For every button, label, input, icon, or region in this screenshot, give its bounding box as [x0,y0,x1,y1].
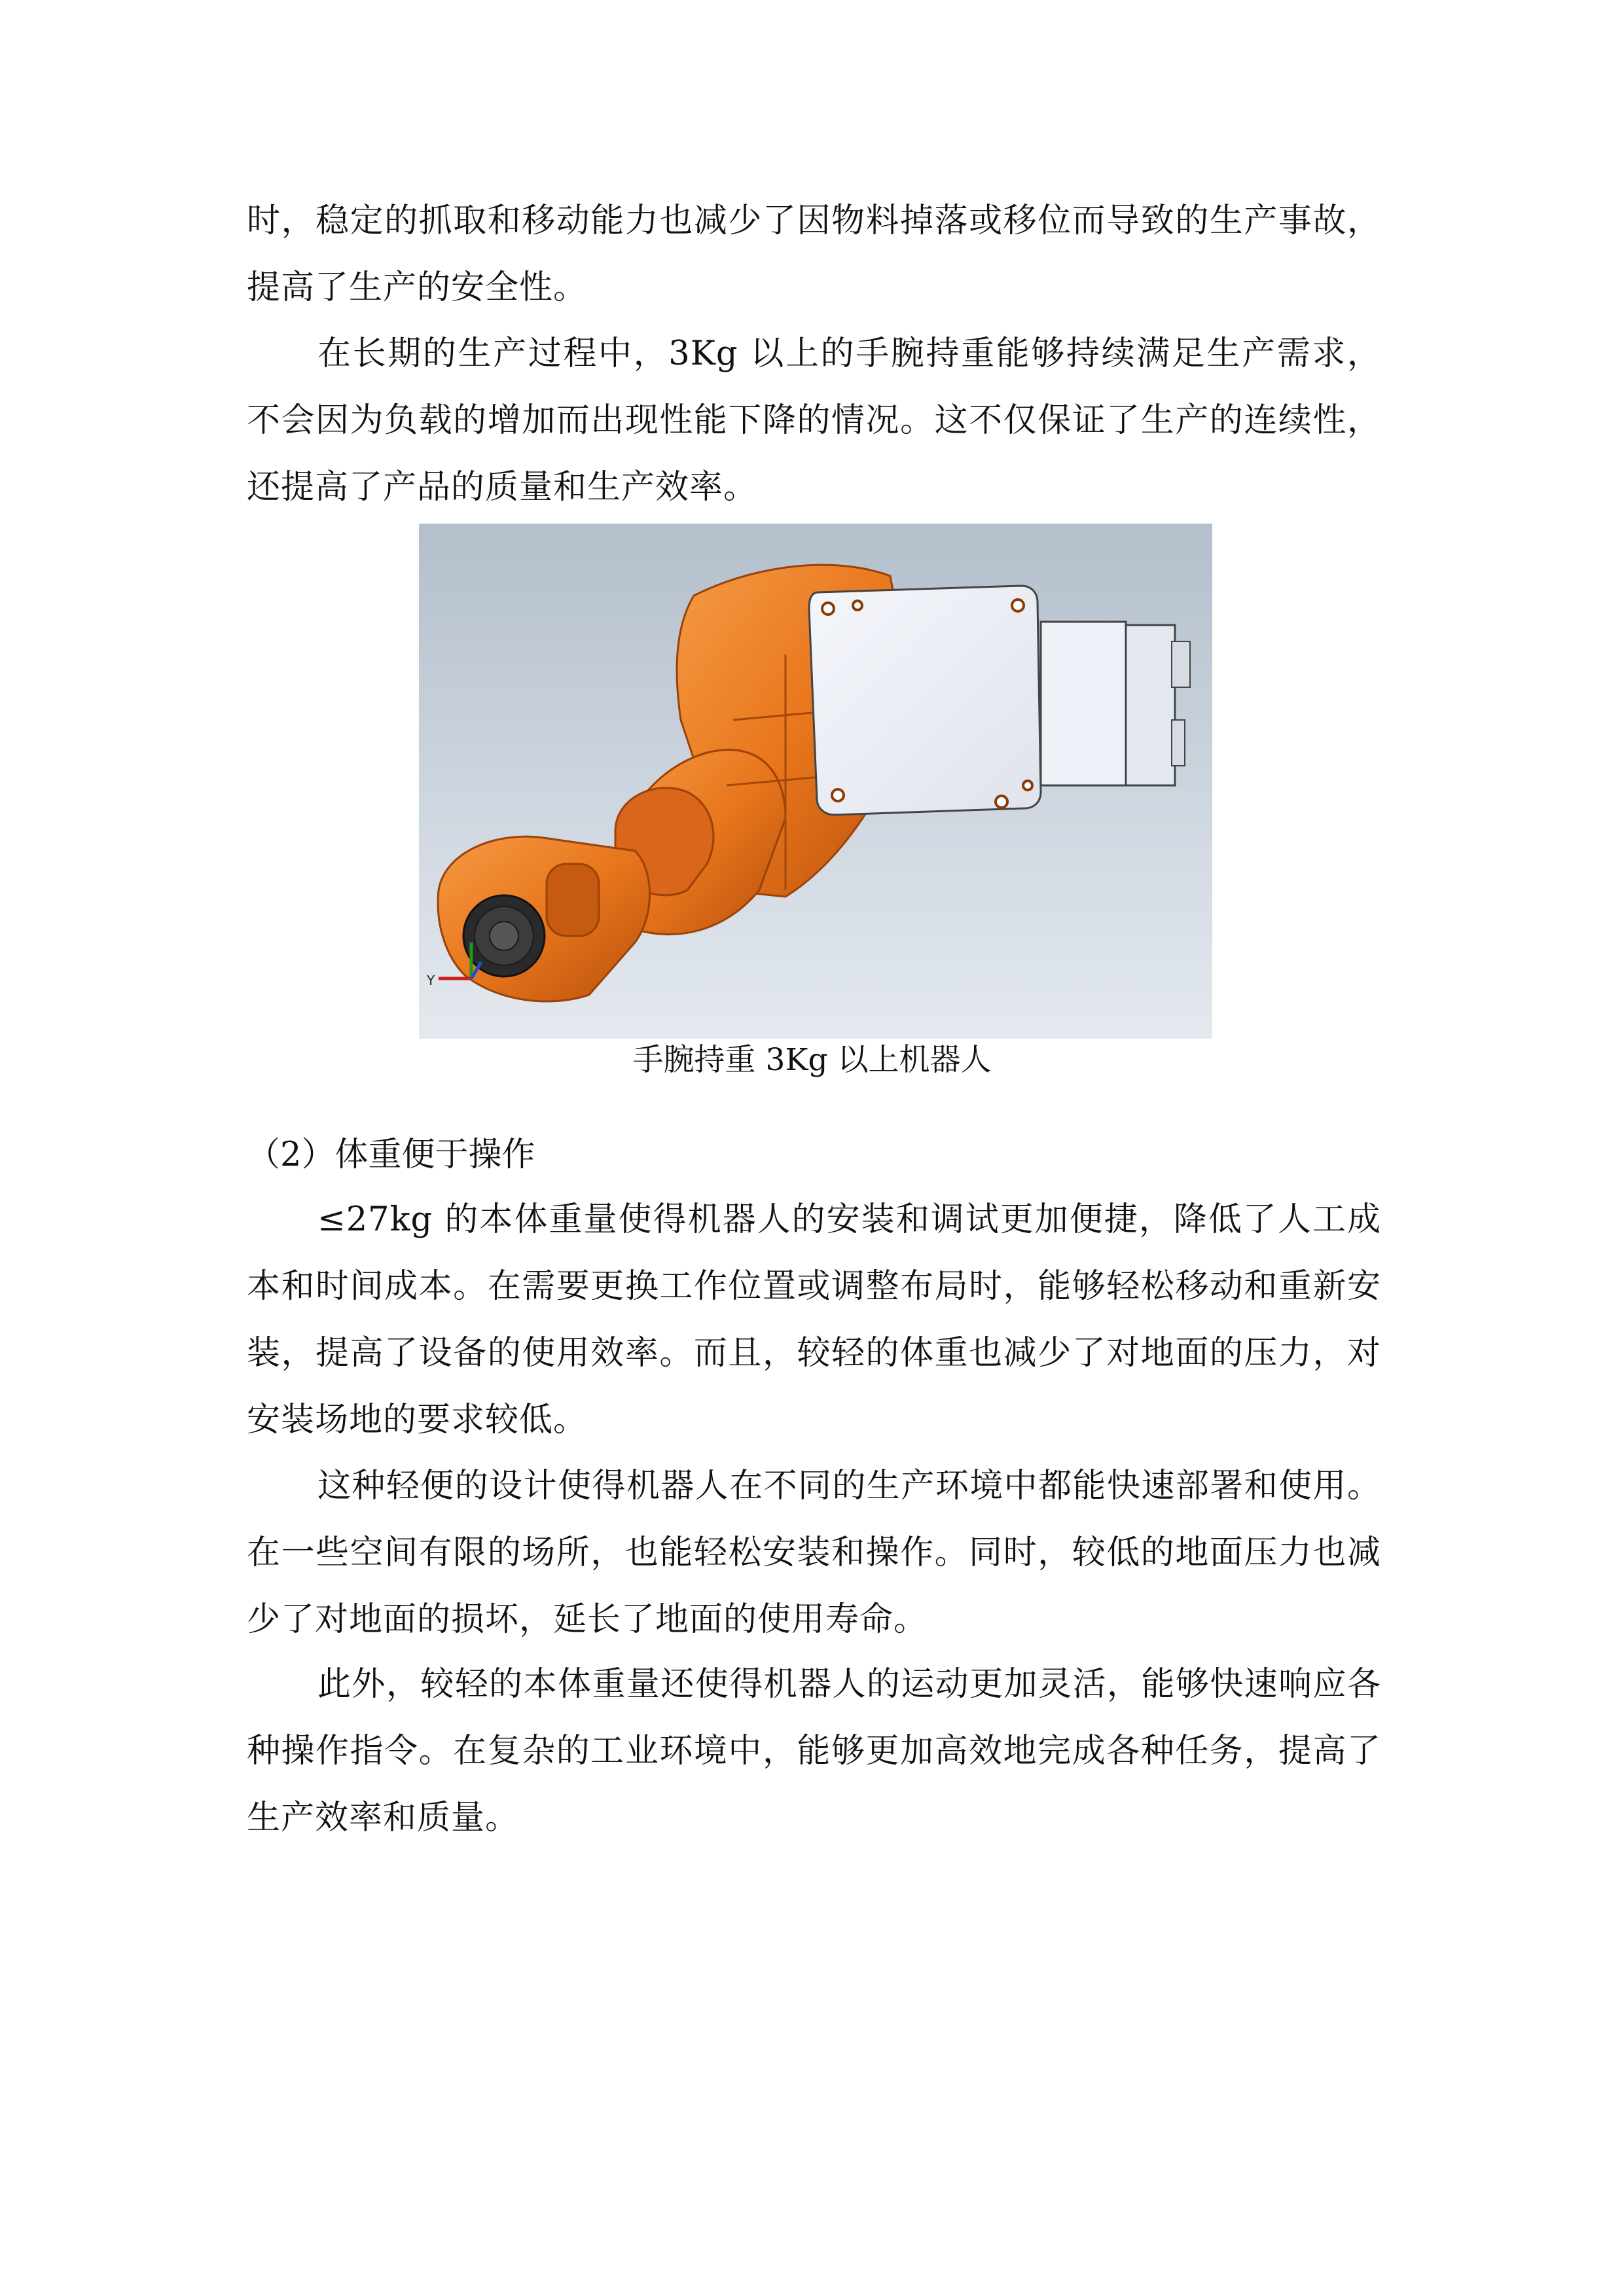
motor-housing [1041,622,1190,785]
axis-label: Y [427,973,435,988]
wrist-slot [547,864,599,936]
section-heading: （2）体重便于操作 [247,1136,535,1174]
motor-box [809,586,1041,815]
paragraph-3: ≤27kg 的本体重量使得机器人的安装和调试更加便捷，降低了人工成本和时间成本。在需要更换工作位置或调整布局时，能够轻松移动和重新安装，提高了设备的使用效率。而且，较轻的体重也减少了对地面的压力，对安装场地的要求较低。 [247,1200,1381,1439]
paragraph-1: 时，稳定的抓取和移动能力也减少了因物料掉落或移位而导致的生产事故，提高了生产的安全性。 [247,202,1381,307]
paragraph-5: 此外，较轻的本体重量还使得机器人的运动更加灵活，能够快速响应各种操作指令。在复杂的工业环境中，能够更加高效地完成各种任务，提高了生产效率和质量。 [247,1665,1381,1837]
paragraph-4: 这种轻便的设计使得机器人在不同的生产环境中都能快速部署和使用。在一些空间有限的场所，也能轻松安装和操作。同时，较低的地面压力也减少了对地面的损坏，延长了地面的使用寿命。 [247,1467,1381,1639]
wrist-flange [463,895,545,977]
robot-arm-figure [419,524,1212,1039]
figure-caption: 手腕持重 3Kg 以上机器人 [632,1042,992,1078]
paragraph-2: 在长期的生产过程中，3Kg 以上的手腕持重能够持续满足生产需求，不会因为负载的增加而出现性能下降的情况。这不仅保证了生产的连续性，还提高了产品的质量和生产效率。 [247,334,1381,507]
